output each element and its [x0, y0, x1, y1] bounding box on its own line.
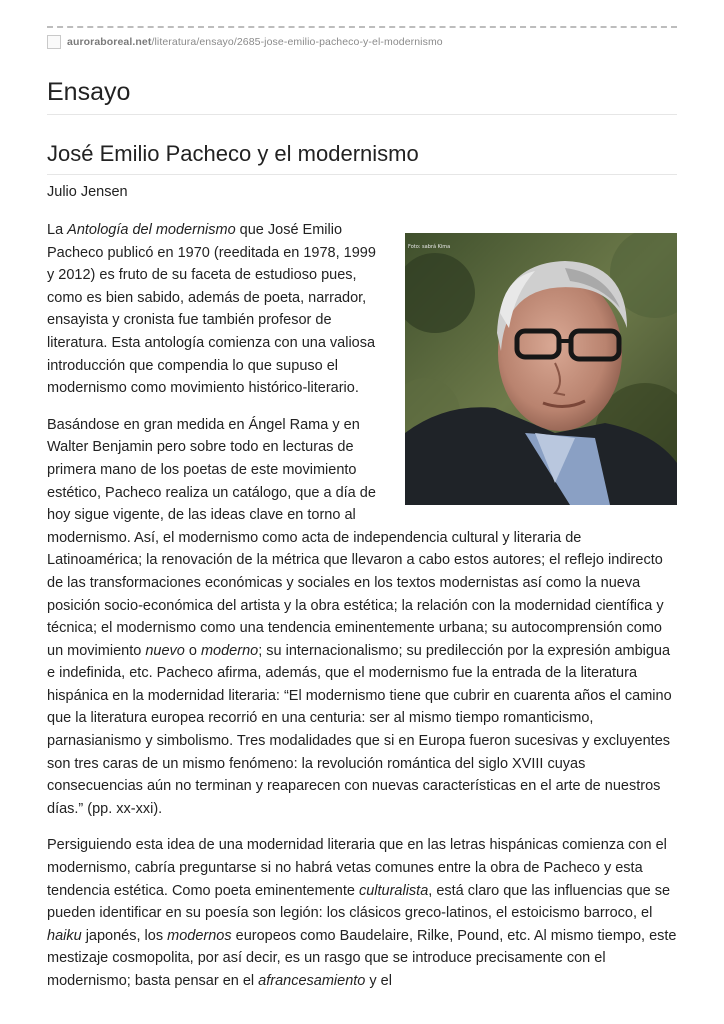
- url-bar[interactable]: [47, 33, 443, 51]
- url-domain: auroraboreal.net: [67, 36, 152, 48]
- paragraph-3-italic-modernos: modernos: [167, 927, 232, 944]
- title-divider: [47, 174, 677, 175]
- paragraph-3-text-e: japonés, los: [81, 927, 168, 944]
- photo-credit: Foto: sabrá Kima: [408, 244, 451, 250]
- paragraph-2-text-a: Basándose en gran medida en Ángel Rama y en Walter Benjamin pero sobre todo en lecturas de primera mano de los poetas de este movimiento estético, Pacheco realiza un catálogo, que a día de hoy sigue vigente, de las ideas clave en torno al modernismo. Así, el modernismo como acta de independencia cultural y literaria de Latinoamérica; la renovación de la métrica que llevaron a cabo estos autores; el reflejo indirecto de las transformaciones económicas y sociales en los textos modernistas así como la nueva posición socio-económica del artista y la obra estética; la relación con la modernidad científica y técnica; el modernismo como una tendencia eminentemente urbana; su autocomprensión como un movimiento: [47, 416, 664, 659]
- paragraph-3-italic-afrancesamiento: afrancesamiento: [258, 973, 366, 989]
- paragraph-2-text-c: o: [184, 642, 201, 659]
- article-body: [47, 219, 677, 1007]
- paragraph-2-italic-nuevo: nuevo: [145, 642, 185, 659]
- page-url[interactable]: [67, 36, 443, 48]
- paragraph-3-italic-culturalista: culturalista: [358, 882, 429, 899]
- url-path: /literatura/ensayo/2685-jose-emilio-pacheco-y-el-modernismo: [151, 36, 443, 48]
- paragraph-3: [47, 834, 677, 992]
- paragraph-3-text-a: Persiguiendo esta idea de una modernidad literaria que en las letras hispánicas comienza con el modernismo, cabría preguntarse si no habrá vetas comunes entre la obra de Pacheco y esta tendencia estética. Como poeta eminentemente: [47, 837, 667, 899]
- author-portrait-photo: [405, 233, 677, 505]
- paragraph-3-text-c: , está claro que las influencias que se pueden identificar en su poesía son legión: los clásicos greco-latinos, el estoicismo barroco, el: [47, 882, 671, 922]
- section-divider: [47, 114, 677, 115]
- paragraph-1-text-c: que José Emilio Pacheco publicó en 1970 (reeditada en 1978, 1999 y 2012) es fruto de su faceta de estudioso pues, como es bien sabido, además de poeta, narrador, ensayista y cronista fue también profesor de literatura. Esta antología comienza con una valiosa introducción que compendia lo que supuso el modernismo como movimiento histórico-literario.: [47, 222, 376, 397]
- paragraph-2-italic-moderno: moderno: [200, 642, 259, 659]
- paragraph-3-italic-haiku: haiku: [47, 927, 82, 944]
- paragraph-2-text-e: ; su internacionalismo; su predilección por la expresión ambigua e indefinida, etc. Pacheco afirma, además, que el modernismo fue la entrada de la literatura hispánica en la modernidad literaria: “El modernismo tiene que cubrir en cuarenta años el camino que la literatura europea recorrió en una centuria: ser al mismo tiempo romanticismo, parnasianismo y simbolismo. Tres modalidades que si en Europa fueron sucesivas y excluyentes son tres caras de un mismo fenómeno: la revolución romántica del siglo XVIII cuyas consecuencias aún no terminan y reaparecen con nuevas características en el arte de nuestros días.” (pp. xx-xxi).: [47, 642, 672, 817]
- header-dashed-divider: [47, 26, 677, 28]
- paragraph-1-text-a: La: [47, 222, 68, 238]
- paragraph-3-text-i: y el: [365, 973, 392, 989]
- article-title: José Emilio Pacheco y el modernismo: [47, 141, 419, 166]
- paragraph-3-text-g: europeos como Baudelaire, Rilke, Pound, etc. Al mismo tiempo, este mestizaje cosmopolita, por así decir, es un rasgo que se introduce precisamente con el modernismo; basta pensar en el: [47, 927, 677, 989]
- favicon-icon: [47, 35, 61, 49]
- portrait-illustration: [405, 233, 677, 505]
- article-author: Julio Jensen: [47, 184, 128, 200]
- section-title: Ensayo: [47, 78, 131, 106]
- paragraph-1-italic-book-title: Antología del modernismo: [67, 222, 236, 238]
